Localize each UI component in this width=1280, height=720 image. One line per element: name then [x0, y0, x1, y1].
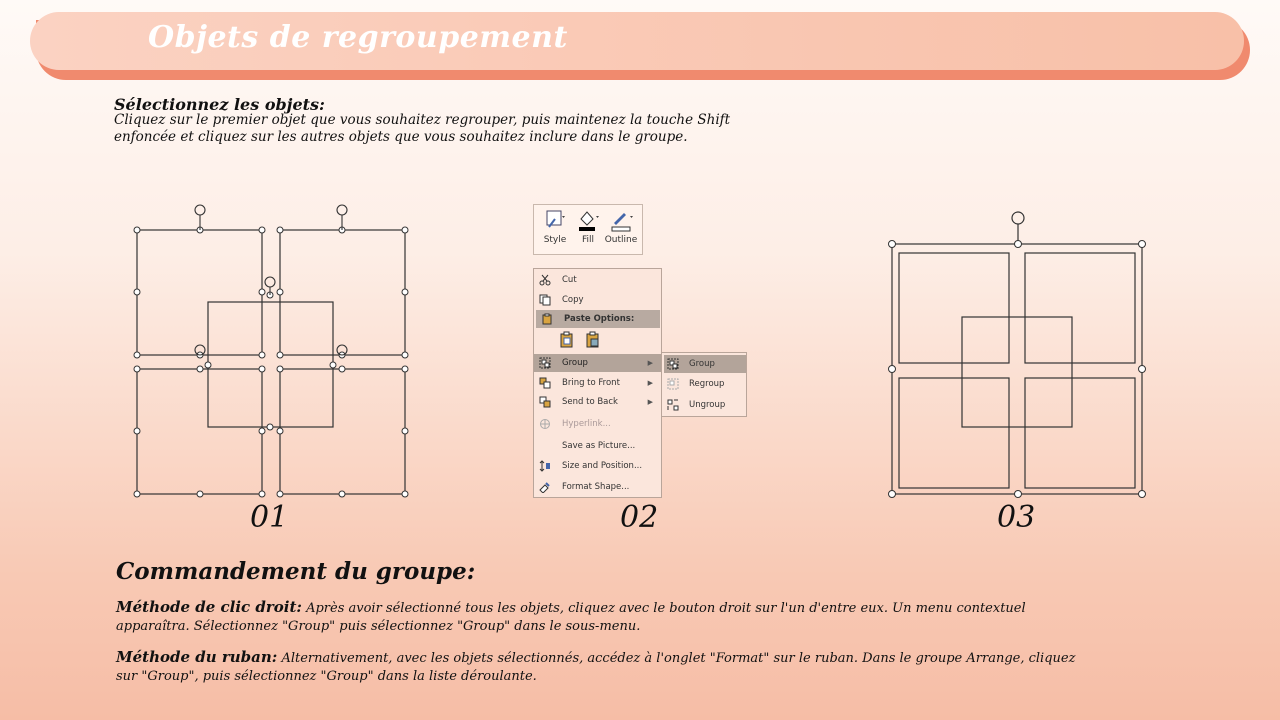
step-number-03: 03	[997, 500, 1036, 535]
fill-label: Fill	[581, 235, 595, 245]
clipboard-icon	[541, 313, 553, 325]
submenu-item-group-label: Group	[689, 359, 715, 369]
submenu-item-regroup[interactable]	[664, 375, 746, 393]
menu-item-hyperlink	[534, 415, 661, 433]
style-label: Style	[543, 235, 567, 245]
menu-item-save-as-picture-label: Save as Picture...	[562, 441, 636, 451]
submenu-arrow-icon: ▶	[647, 379, 653, 387]
submenu-item-regroup-label: Regroup	[689, 379, 725, 389]
fill-button[interactable]	[571, 207, 605, 245]
menu-item-size-and-position-label: Size and Position...	[562, 461, 643, 471]
paste-option-buttons	[534, 329, 661, 353]
menu-item-bring-to-front-label: Bring to Front	[562, 378, 620, 388]
ribbon-method-text: Alternativement, avec les objets sélectionnés, accédez à l'onglet "Format" sur le ruban. Dans le groupe Arrange, cliquez sur "Group", puis sélectionnez "Group" dans la liste déroulante.	[116, 651, 1076, 684]
intro-block	[114, 96, 754, 146]
submenu-arrow-icon: ▶	[647, 398, 653, 406]
format-shape-icon	[539, 481, 551, 493]
group-submenu	[661, 352, 747, 417]
shape-style-icon	[538, 207, 572, 235]
group-icon	[539, 357, 551, 369]
ribbon-method-label: Méthode du ruban:	[116, 648, 278, 666]
submenu-item-group[interactable]	[664, 355, 746, 373]
outline-label: Outline	[604, 235, 638, 245]
menu-item-hyperlink-label: Hyperlink...	[562, 419, 611, 429]
menu-item-cut[interactable]	[534, 271, 661, 289]
hyperlink-icon	[539, 418, 551, 430]
bring-to-front-icon	[539, 377, 551, 389]
commands-heading: Commandement du groupe:	[116, 558, 476, 585]
menu-item-group-label: Group	[562, 358, 588, 368]
size-position-icon	[539, 460, 551, 472]
page-title: Objets de regroupement	[148, 20, 568, 55]
ungroup-icon	[667, 399, 679, 411]
menu-item-format-shape[interactable]	[534, 478, 661, 496]
menu-item-size-and-position[interactable]	[534, 457, 661, 475]
format-ribbon-group	[533, 204, 643, 255]
right-click-method-text: Après avoir sélectionné tous les objets, cliquez avec le bouton droit sur l'un d'entre eux. Un menu contextuel apparaîtra. Sélectionnez "Group" puis sélectionnez "Group" dans le sous-menu.	[116, 601, 1026, 634]
right-click-method	[116, 598, 1096, 636]
group-icon	[667, 358, 679, 370]
menu-item-send-to-back[interactable]	[534, 393, 661, 411]
menu-item-format-shape-label: Format Shape...	[562, 482, 630, 492]
regroup-icon	[667, 378, 679, 390]
copy-icon	[539, 294, 551, 306]
right-click-method-label: Méthode de clic droit:	[116, 598, 302, 616]
scissors-icon	[539, 274, 551, 286]
menu-item-cut-label: Cut	[562, 275, 577, 285]
pen-outline-icon	[604, 207, 638, 235]
paste-options-label: Paste Options:	[564, 314, 635, 324]
ribbon-method	[116, 648, 1096, 686]
outline-button[interactable]	[604, 207, 638, 245]
menu-item-group[interactable]	[534, 354, 661, 372]
step-three-illustration	[880, 205, 1155, 505]
paste-keep-format-icon[interactable]	[558, 331, 576, 356]
submenu-item-ungroup-label: Ungroup	[689, 400, 726, 410]
menu-item-copy-label: Copy	[562, 295, 584, 305]
menu-item-copy[interactable]	[534, 291, 661, 309]
step-number-01: 01	[250, 500, 289, 535]
paste-options-header	[536, 310, 660, 328]
paint-bucket-icon	[571, 207, 605, 235]
context-menu	[533, 268, 662, 498]
send-to-back-icon	[539, 396, 551, 408]
paste-as-picture-icon[interactable]	[584, 331, 602, 356]
menu-item-bring-to-front[interactable]	[534, 374, 661, 392]
step-one-illustration	[120, 195, 420, 505]
style-button[interactable]	[538, 207, 572, 245]
intro-heading: Sélectionnez les objets:	[114, 95, 325, 114]
step-number-02: 02	[620, 500, 659, 535]
submenu-item-ungroup[interactable]	[664, 396, 746, 414]
submenu-arrow-icon: ▶	[647, 359, 653, 367]
menu-item-save-as-picture[interactable]	[534, 437, 661, 455]
intro-body: Cliquez sur le premier objet que vous souhaitez regrouper, puis maintenez la touche Shift enfoncée et cliquez sur les autres objets que vous souhaitez inclure dans le groupe.	[114, 112, 731, 145]
menu-item-send-to-back-label: Send to Back	[562, 397, 618, 407]
